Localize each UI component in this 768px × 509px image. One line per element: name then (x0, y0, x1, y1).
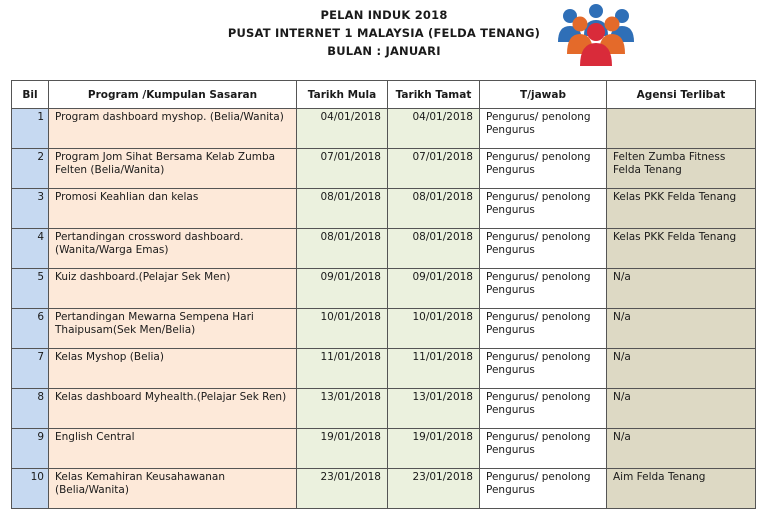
cell-agensi: Kelas PKK Felda Tenang (607, 189, 756, 229)
cell-agensi: N/a (607, 309, 756, 349)
col-bil: Bil (12, 81, 49, 109)
cell-tarikh-tamat: 11/01/2018 (388, 349, 480, 389)
header-title: PELAN INDUK 2018 (320, 8, 448, 22)
cell-agensi: Felten Zumba Fitness Felda Tenang (607, 149, 756, 189)
cell-bil: 9 (12, 429, 49, 469)
col-tarikh-mula: Tarikh Mula (297, 81, 388, 109)
cell-tarikh-tamat: 13/01/2018 (388, 389, 480, 429)
cell-bil: 7 (12, 349, 49, 389)
cell-tarikh-tamat: 19/01/2018 (388, 429, 480, 469)
cell-bil: 4 (12, 229, 49, 269)
cell-program: Pertandingan Mewarna Sempena Hari Thaipusam(Sek Men/Belia) (49, 309, 297, 349)
cell-tjawab: Pengurus/ penolong Pengurus (480, 229, 607, 269)
cell-agensi: N/a (607, 269, 756, 309)
cell-agensi (607, 109, 756, 149)
table-header-row (12, 81, 756, 109)
cell-tarikh-mula: 08/01/2018 (297, 189, 388, 229)
col-agensi: Agensi Terlibat (607, 81, 756, 109)
col-tarikh-tamat: Tarikh Tamat (388, 81, 480, 109)
cell-tarikh-tamat: 07/01/2018 (388, 149, 480, 189)
cell-tjawab: Pengurus/ penolong Pengurus (480, 149, 607, 189)
table-row (12, 429, 756, 469)
cell-tarikh-tamat: 08/01/2018 (388, 229, 480, 269)
cell-program: Kelas Myshop (Belia) (49, 349, 297, 389)
cell-program: Program dashboard myshop. (Belia/Wanita) (49, 109, 297, 149)
cell-tarikh-tamat: 10/01/2018 (388, 309, 480, 349)
cell-agensi: Kelas PKK Felda Tenang (607, 229, 756, 269)
cell-tarikh-mula: 09/01/2018 (297, 269, 388, 309)
cell-agensi: Aim Felda Tenang (607, 469, 756, 509)
cell-tjawab: Pengurus/ penolong Pengurus (480, 389, 607, 429)
cell-tjawab: Pengurus/ penolong Pengurus (480, 109, 607, 149)
cell-tarikh-tamat: 04/01/2018 (388, 109, 480, 149)
cell-bil: 1 (12, 109, 49, 149)
cell-tjawab: Pengurus/ penolong Pengurus (480, 349, 607, 389)
cell-program: Kelas Kemahiran Keusahawanan (Belia/Wanita) (49, 469, 297, 509)
header-subtitle: PUSAT INTERNET 1 MALAYSIA (FELDA TENANG) (227, 26, 541, 40)
table-row (12, 189, 756, 229)
cell-agensi: N/a (607, 429, 756, 469)
cell-tarikh-mula: 19/01/2018 (297, 429, 388, 469)
document-header (0, 6, 768, 60)
cell-tarikh-tamat: 08/01/2018 (388, 189, 480, 229)
cell-tjawab: Pengurus/ penolong Pengurus (480, 469, 607, 509)
table-row (12, 149, 756, 189)
cell-program: English Central (49, 429, 297, 469)
table-row (12, 109, 756, 149)
table-row (12, 269, 756, 309)
cell-tjawab: Pengurus/ penolong Pengurus (480, 189, 607, 229)
cell-agensi: N/a (607, 389, 756, 429)
cell-tarikh-tamat: 09/01/2018 (388, 269, 480, 309)
col-tjawab: T/jawab (480, 81, 607, 109)
cell-agensi: N/a (607, 349, 756, 389)
cell-tarikh-mula: 23/01/2018 (297, 469, 388, 509)
cell-bil: 10 (12, 469, 49, 509)
cell-tarikh-mula: 08/01/2018 (297, 229, 388, 269)
program-table (11, 80, 756, 509)
cell-tarikh-mula: 04/01/2018 (297, 109, 388, 149)
cell-tjawab: Pengurus/ penolong Pengurus (480, 309, 607, 349)
cell-tarikh-mula: 10/01/2018 (297, 309, 388, 349)
cell-program: Kuiz dashboard.(Pelajar Sek Men) (49, 269, 297, 309)
cell-bil: 8 (12, 389, 49, 429)
cell-tjawab: Pengurus/ penolong Pengurus (480, 269, 607, 309)
cell-bil: 2 (12, 149, 49, 189)
cell-tarikh-mula: 07/01/2018 (297, 149, 388, 189)
cell-tarikh-mula: 11/01/2018 (297, 349, 388, 389)
cell-program: Promosi Keahlian dan kelas (49, 189, 297, 229)
table-row (12, 349, 756, 389)
table-row (12, 389, 756, 429)
cell-tarikh-tamat: 23/01/2018 (388, 469, 480, 509)
cell-bil: 3 (12, 189, 49, 229)
cell-bil: 5 (12, 269, 49, 309)
header-month: BULAN : JANUARI (327, 44, 441, 58)
table-row (12, 229, 756, 269)
col-program: Program /Kumpulan Sasaran (49, 81, 297, 109)
people-group-logo-icon (555, 2, 637, 66)
cell-program: Program Jom Sihat Bersama Kelab Zumba Felten (Belia/Wanita) (49, 149, 297, 189)
table-row (12, 309, 756, 349)
cell-tarikh-mula: 13/01/2018 (297, 389, 388, 429)
cell-program: Pertandingan crossword dashboard.(Wanita/Warga Emas) (49, 229, 297, 269)
cell-program: Kelas dashboard Myhealth.(Pelajar Sek Ren) (49, 389, 297, 429)
cell-tjawab: Pengurus/ penolong Pengurus (480, 429, 607, 469)
cell-bil: 6 (12, 309, 49, 349)
